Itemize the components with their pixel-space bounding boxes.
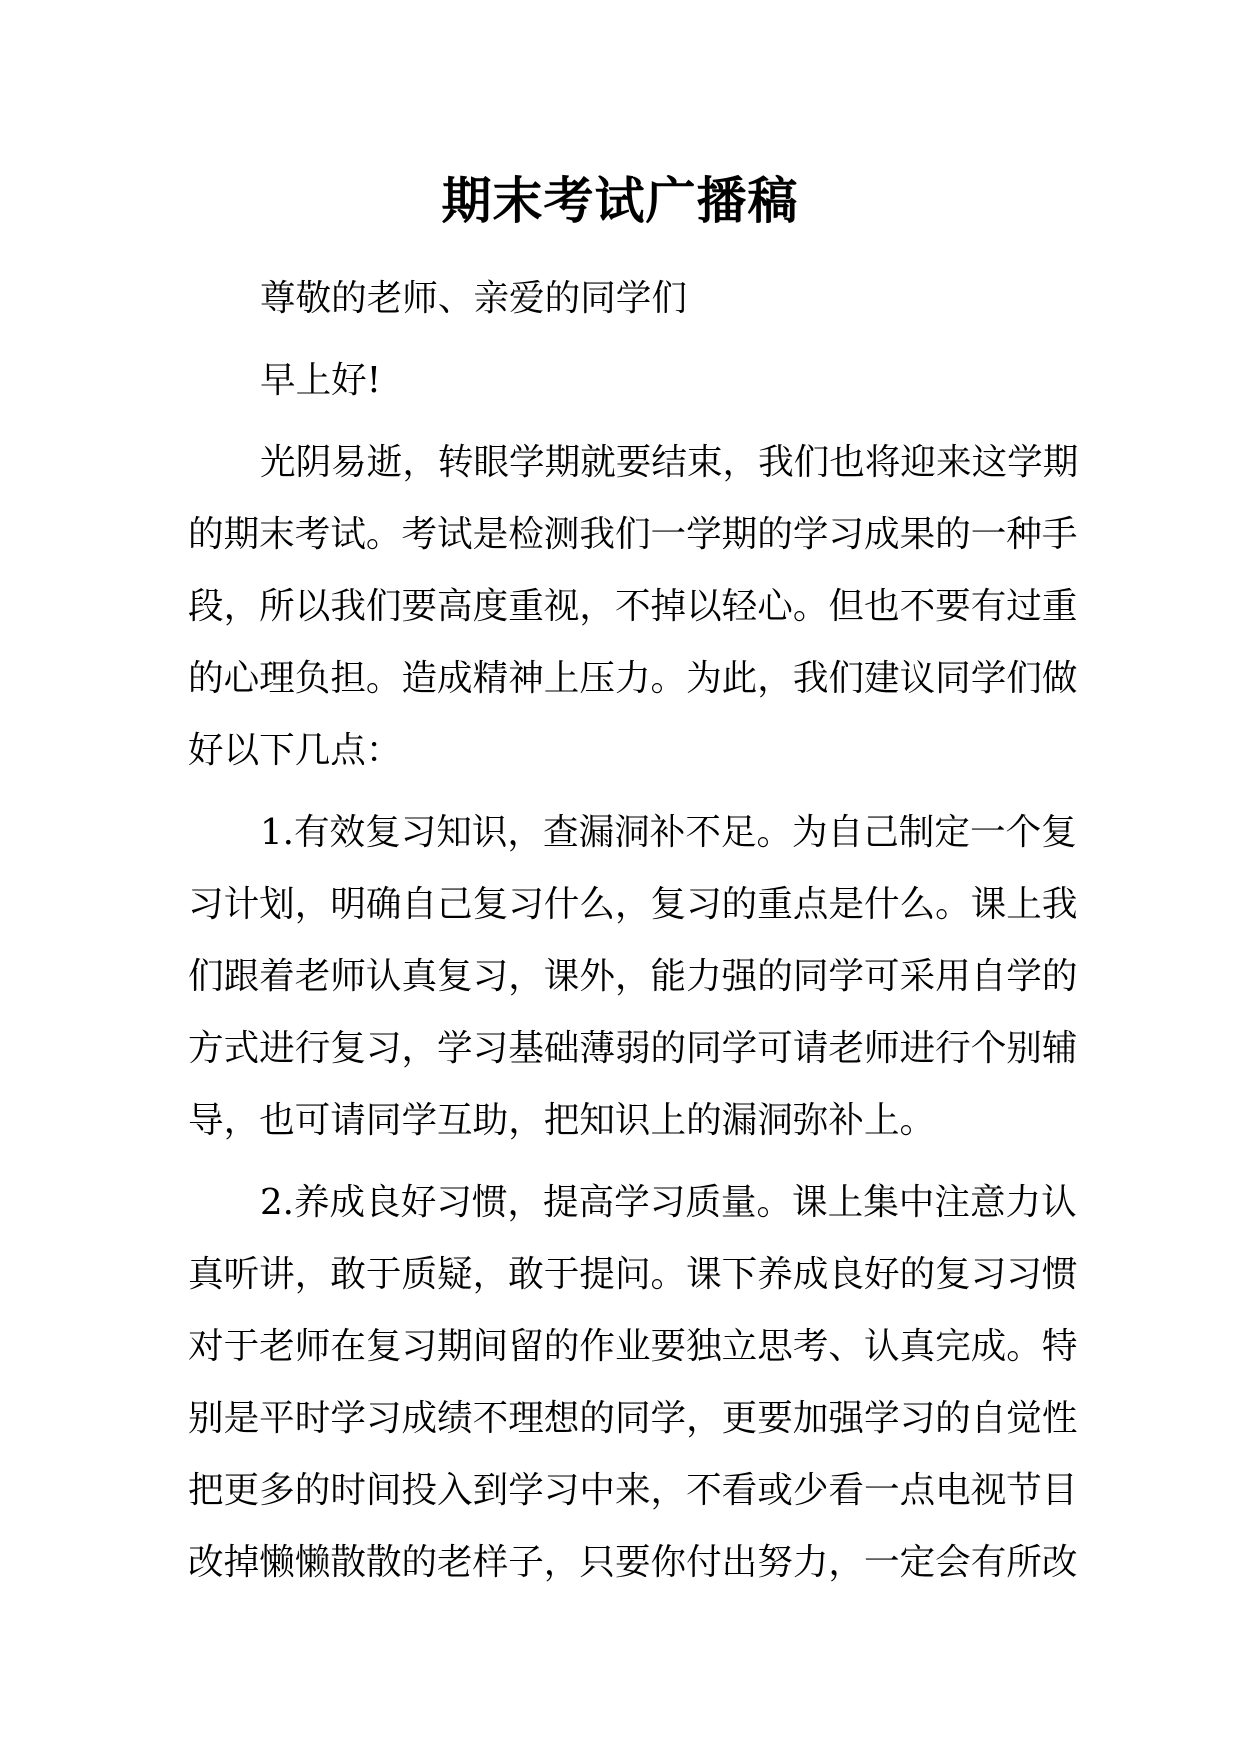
paragraph-line: 段 ， 所 以 我 们 要 高 度 重 视 ， 不 掉 以 轻 心 。 但 也 不 要 有 过 重	[188, 586, 1078, 627]
paragraph-line: 方 式 进 行 复 习 ， 学 习 基 础 薄 弱 的 同 学 可 请 老 师 进 行 个 别 辅	[188, 1028, 1078, 1069]
paragraph-line: 1 . 有 效 复 习 知 识 ， 查 漏 洞 补 不 足 。 为 自 己 制 定 一 个 复	[260, 812, 1077, 853]
paragraph-line: 们 跟 着 老 师 认 真 复 习 ， 课 外 ， 能 力 强 的 同 学 可 采 用 自 学 的	[188, 956, 1078, 997]
paragraph-line: 别 是 平 时 学 习 成 绩 不 理 想 的 同 学 ， 更 要 加 强 学 习 的 自 觉 性	[188, 1398, 1078, 1439]
paragraph-line: 习 计 划 ， 明 确 自 己 复 习 什 么 ， 复 习 的 重 点 是 什 么 。 课 上 我	[188, 884, 1078, 925]
paragraph-line: 好以下几点：	[188, 730, 402, 771]
paragraph-line: 改 掉 懒 懒 散 散 的 老 样 子 ， 只 要 你 付 出 努 力 ， 一 定 会 有 所 改	[188, 1542, 1078, 1583]
greeting-line: 尊敬的老师、亲爱的同学们	[260, 278, 687, 319]
paragraph-line: 的 期 末 考 试 。 考 试 是 检 测 我 们 一 学 期 的 学 习 成 果 的 一 种 手	[188, 514, 1078, 555]
paragraph-3	[188, 1167, 1078, 1599]
salutation-line: 早上好!	[260, 360, 382, 401]
paragraph-line: 2 . 养 成 良 好 习 惯 ， 提 高 学 习 质 量 。 课 上 集 中 注 意 力 认	[260, 1182, 1077, 1223]
document-body	[188, 263, 1079, 1599]
document-title: 期末考试广播稿	[441, 172, 799, 230]
paragraph-line: 光 阴 易 逝 ， 转 眼 学 期 就 要 结 束 ， 我 们 也 将 迎 来 这 学 期	[260, 442, 1079, 483]
paragraph-line: 真 听 讲 ， 敢 于 质 疑 ， 敢 于 提 问 。 课 下 养 成 良 好 的 复 习 习 惯	[188, 1254, 1078, 1295]
paragraph-line: 把 更 多 的 时 间 投 入 到 学 习 中 来 ， 不 看 或 少 看 一 点 电 视 节 目	[188, 1470, 1078, 1511]
paragraph-1	[188, 427, 1079, 787]
paragraph-line: 导，也可请同学互助，把知识上的漏洞弥补上。	[188, 1100, 936, 1141]
paragraph-2	[188, 797, 1078, 1157]
paragraph-line: 的 心 理 负 担 。 造 成 精 神 上 压 力 。 为 此 ， 我 们 建 议 同 学 们 做	[188, 658, 1078, 699]
paragraph-line: 对 于 老 师 在 复 习 期 间 留 的 作 业 要 独 立 思 考 、 认 真 完 成 。 特	[188, 1326, 1078, 1367]
